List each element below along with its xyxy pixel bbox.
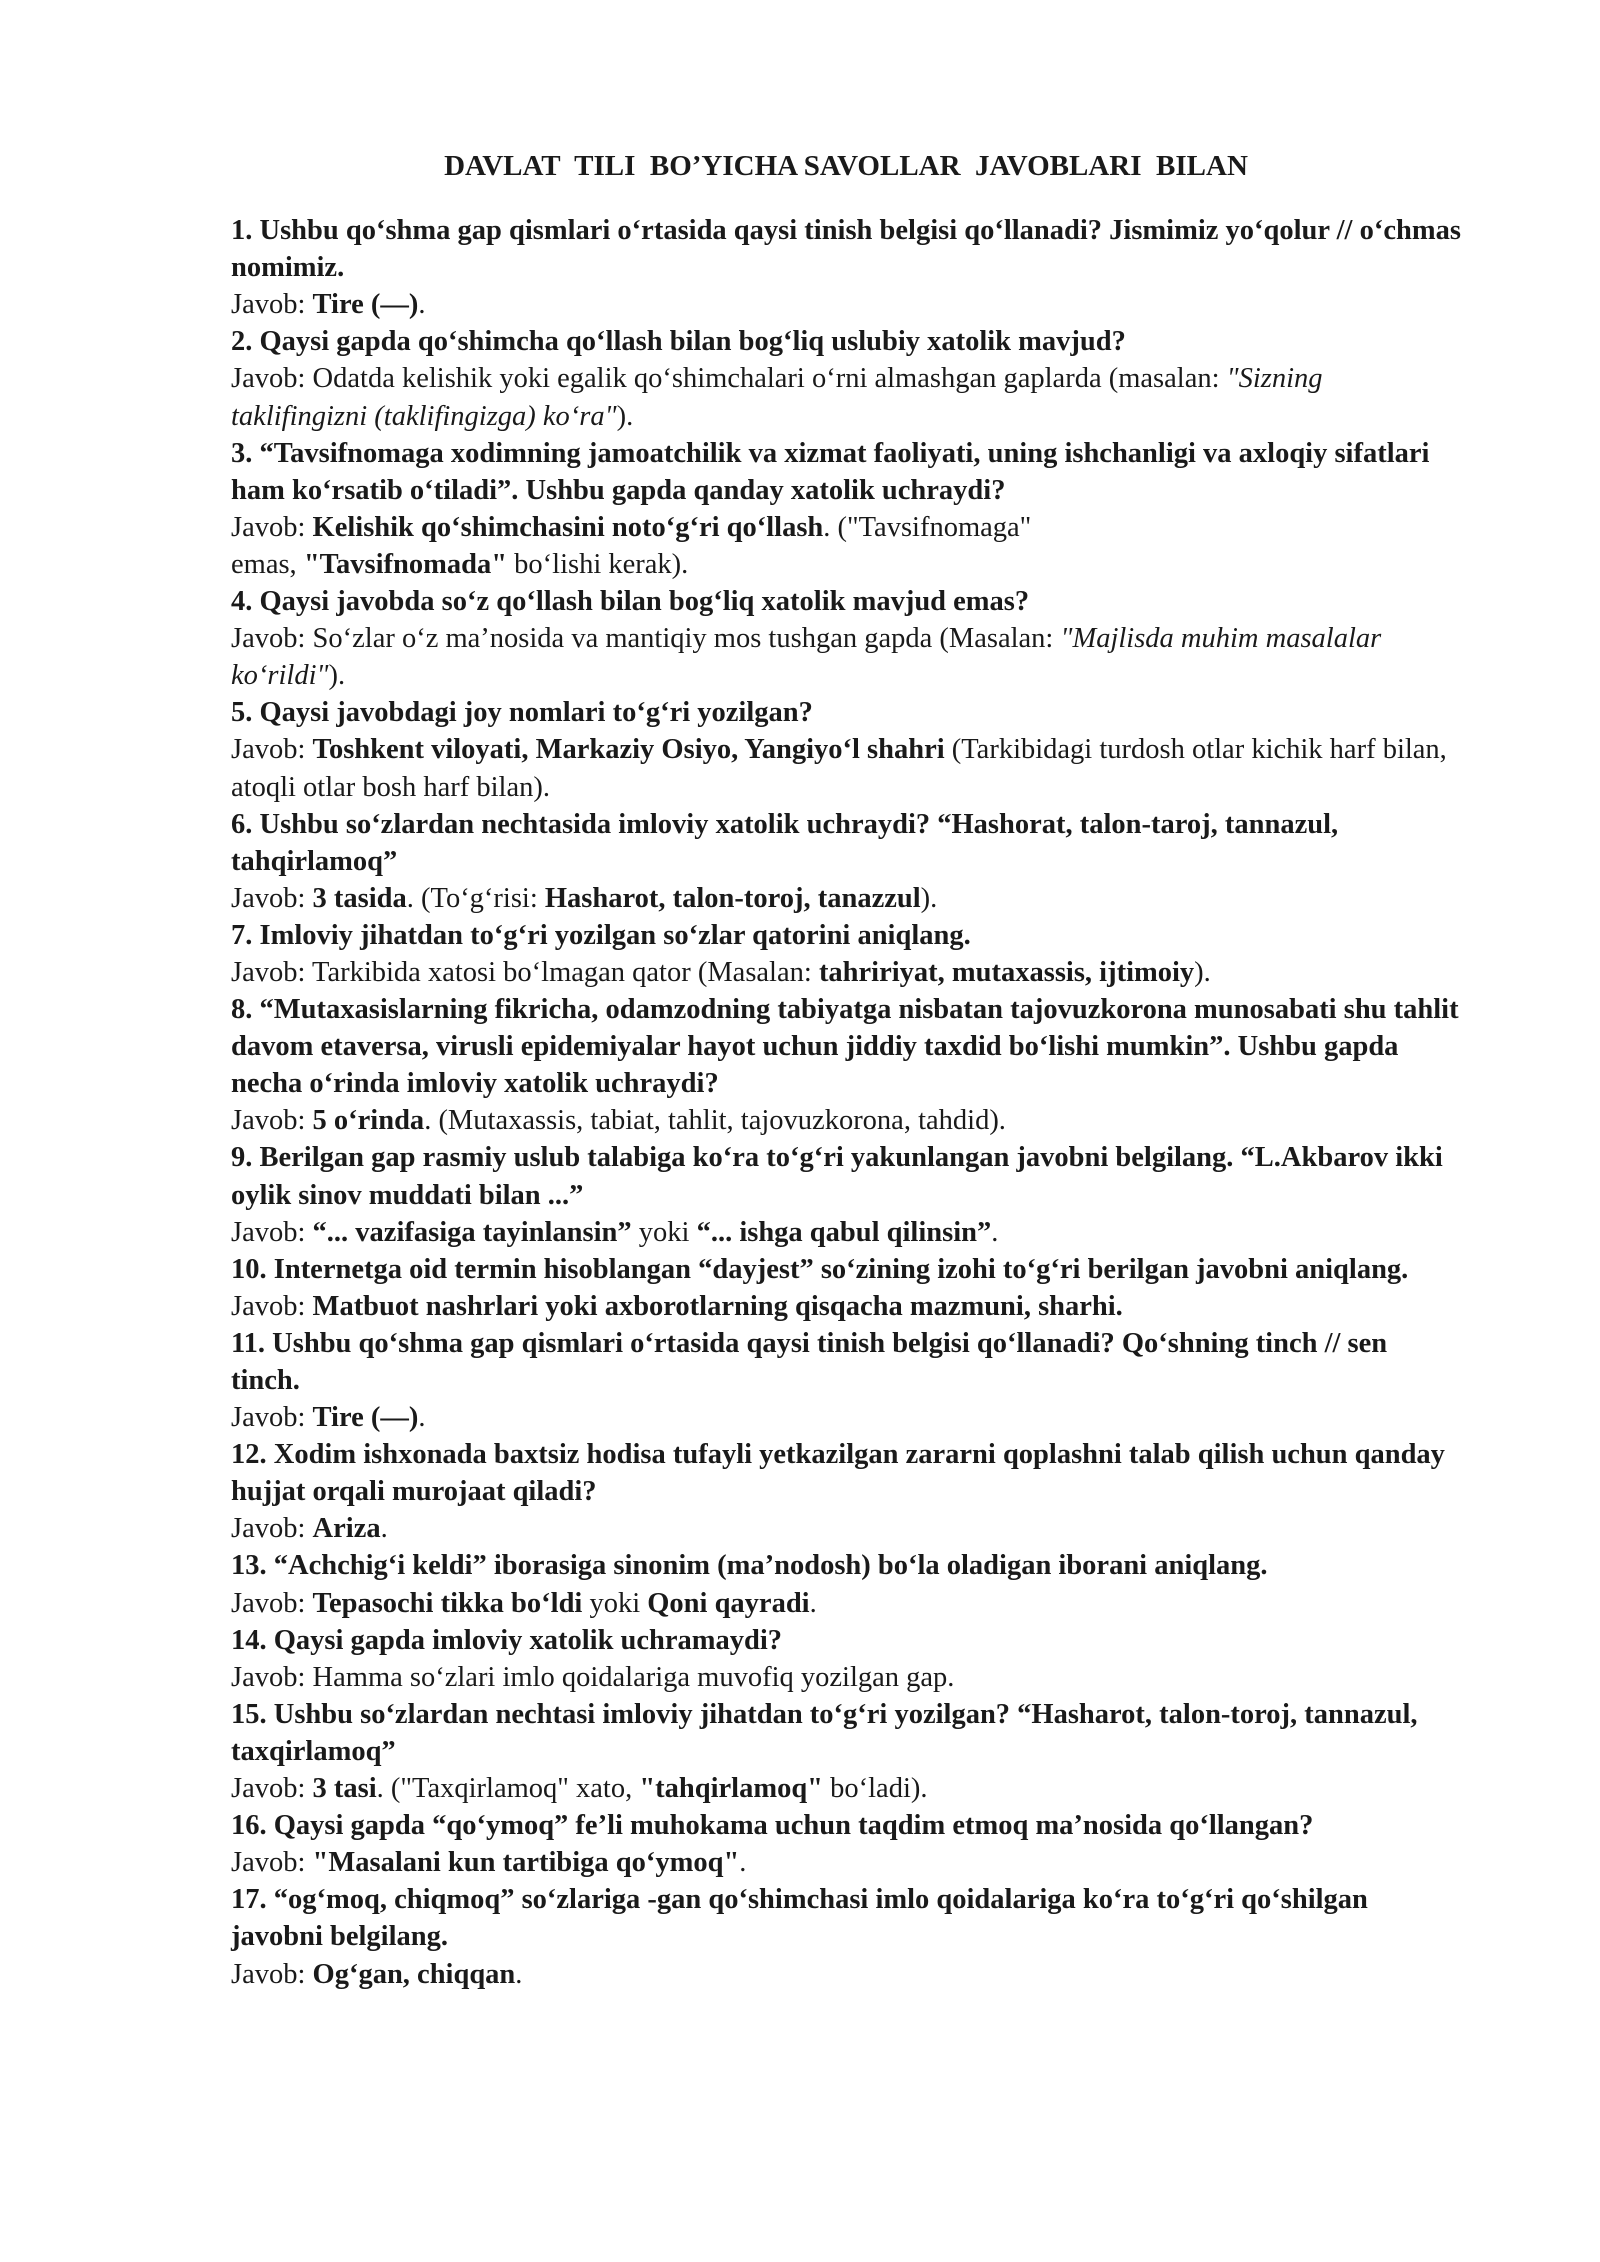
- answer-emphasis: Ariza: [312, 1513, 381, 1545]
- answer-emphasis: Kelishik qo‘shimchasini noto‘g‘ri qo‘llash: [312, 511, 824, 543]
- document-page: [231, 148, 1461, 1993]
- question-text: 15. Ushbu so‘zlardan nechtasi imloviy jihatdan to‘g‘ri yozilgan? “Hasharot, talon-toroj, tannazul, taxqirlamoq”: [231, 1698, 1418, 1767]
- answer-emphasis: 3 tasida: [312, 882, 407, 914]
- answer-emphasis: Matbuot nashrlari yoki axborotlarning qisqacha mazmuni, sharhi.: [312, 1290, 1123, 1322]
- answer-segment: ).: [328, 660, 346, 692]
- answer-text: [231, 1399, 1461, 1436]
- answer-segment: .: [991, 1216, 999, 1248]
- answer-segment: ).: [920, 882, 938, 914]
- answer-segment: emas,: [231, 548, 304, 580]
- question-text: 17. “og‘moq, chiqmoq” so‘zlariga -gan qo‘shimchasi imlo qoidalariga ko‘ra to‘g‘ri qo‘shilgan javobni belgilang.: [231, 1884, 1368, 1953]
- question-text: 11. Ushbu qo‘shma gap qismlari o‘rtasida qaysi tinish belgisi qo‘llanadi? Qo‘shning tinch // sen tinch.: [231, 1327, 1388, 1396]
- answer-segment: .: [809, 1587, 817, 1619]
- answer-text: [231, 1585, 1461, 1622]
- answer-example: "Sizning taklifingizni (taklifingizga) ko‘ra": [231, 363, 1323, 432]
- answer-segment: Odatda kelishik yoki egalik qo‘shimchalari o‘rni almashgan gaplarda (masalan:: [312, 363, 1227, 395]
- answer-prefix: Javob:: [231, 734, 313, 766]
- question-text: 12. Xodim ishxonada baxtsiz hodisa tufayli yetkazilgan zararni qoplashni talab qilish uchun qanday hujjat orqali murojaat qiladi?: [231, 1439, 1445, 1508]
- qa-item: [231, 806, 1461, 917]
- answer-example: "Majlisda muhim masalalar ko‘rildi": [231, 623, 1382, 692]
- answer-text: [231, 1288, 1461, 1325]
- answer-prefix: Javob:: [231, 1587, 313, 1619]
- answer-prefix: Javob:: [231, 623, 313, 655]
- answer-prefix: Javob:: [231, 1513, 313, 1545]
- answer-segment: ).: [1194, 956, 1211, 988]
- answer-segment: .: [418, 289, 426, 321]
- answer-emphasis: "Masalani kun tartibiga qo‘ymoq": [312, 1847, 740, 1879]
- answer-text: [231, 509, 1461, 583]
- answer-emphasis: "tahqirlamoq": [639, 1773, 824, 1805]
- answer-emphasis: Toshkent viloyati, Markaziy Osiyo, Yangiyo‘l shahri: [312, 734, 945, 766]
- answer-emphasis: tahririyat, mutaxassis, ijtimoiy: [818, 956, 1195, 988]
- question-text: 8. “Mutaxasislarning fikricha, odamzodning tabiyatga nisbatan tajovuzkorona munosabati shu tahlit davom etaversa, virusli epidemiyalar hayot uchun jiddiy taxdid bo‘lishi mumkin”. Ushbu gapda necha o‘rinda imloviy xatolik uchraydi?: [231, 994, 1459, 1100]
- qa-item: [231, 1325, 1461, 1436]
- answer-segment: (Tarkibidagi turdosh otlar kichik harf bilan, atoqli otlar bosh harf bilan).: [231, 734, 1447, 803]
- answer-text: [231, 1102, 1461, 1139]
- question-text: 9. Berilgan gap rasmiy uslub talabiga ko‘ra to‘g‘ri yakunlangan javobni belgilang. “L.Akbarov ikki oylik sinov muddati bilan ...”: [231, 1142, 1443, 1211]
- answer-prefix: Javob:: [231, 363, 313, 395]
- answer-segment: bo‘lishi kerak).: [507, 548, 689, 580]
- question-text: 1. Ushbu qo‘shma gap qismlari o‘rtasida qaysi tinish belgisi qo‘llanadi? Jismimiz yo‘qolur // o‘chmas nomimiz.: [231, 215, 1461, 284]
- question-text: 2. Qaysi gapda qo‘shimcha qo‘llash bilan bog‘liq uslubiy xatolik mavjud?: [231, 326, 1126, 358]
- answer-text: [231, 1956, 1461, 1993]
- answer-text: [231, 1844, 1461, 1881]
- question-text: 13. “Achchig‘i keldi” iborasiga sinonim (ma’nodosh) bo‘la oladigan iborani aniqlang.: [231, 1550, 1268, 1582]
- question-text: 16. Qaysi gapda “qo‘ymoq” fe’li muhokama uchun taqdim etmoq ma’nosida qo‘llangan?: [231, 1810, 1314, 1842]
- answer-text: [231, 880, 1461, 917]
- qa-item: [231, 917, 1461, 991]
- answer-prefix: Javob:: [231, 1216, 313, 1248]
- qa-item: [231, 323, 1461, 434]
- answer-emphasis: Qoni qayradi: [647, 1587, 810, 1619]
- answer-segment: . ("Taxqirlamoq" xato,: [376, 1773, 640, 1805]
- answer-text: [231, 286, 1461, 323]
- question-text: 6. Ushbu so‘zlardan nechtasida imloviy xatolik uchraydi? “Hashorat, talon-taroj, tannazul, tahqirlamoq”: [231, 808, 1339, 877]
- answer-segment: bo‘ladi).: [823, 1773, 928, 1805]
- answer-segment: . ("Tavsifnomaga": [823, 511, 1032, 543]
- answer-prefix: Javob:: [231, 289, 313, 321]
- question-text: 4. Qaysi javobda so‘z qo‘llash bilan bog‘liq xatolik mavjud emas?: [231, 586, 1030, 618]
- question-text: 3. “Tavsifnomaga xodimning jamoatchilik va xizmat faoliyati, uning ishchanligi va axloqiy sifatlari ham ko‘rsatib o‘tiladi”. Ushbu gapda qanday xatolik uchraydi?: [231, 437, 1430, 506]
- qa-list: [231, 212, 1461, 1993]
- answer-emphasis: Tepasochi tikka bo‘ldi: [312, 1587, 583, 1619]
- answer-prefix: Javob:: [231, 956, 313, 988]
- answer-segment: .: [418, 1402, 426, 1434]
- answer-prefix: Javob:: [231, 511, 313, 543]
- qa-item: [231, 212, 1461, 323]
- answer-emphasis: “... vazifasiga tayinlansin”: [312, 1216, 632, 1248]
- answer-segment: yoki: [631, 1216, 697, 1248]
- qa-item: [231, 694, 1461, 805]
- document-title: DAVLAT TILI BO’YICHA SAVOLLAR JAVOBLARI BILAN: [444, 150, 1248, 182]
- answer-prefix: Javob:: [231, 882, 313, 914]
- qa-item: [231, 991, 1461, 1139]
- answer-text: [231, 1770, 1461, 1807]
- answer-emphasis: Tire (—): [312, 289, 419, 321]
- answer-prefix: Javob:: [231, 1105, 313, 1137]
- answer-segment: So‘zlar o‘z ma’nosida va mantiqiy mos tushgan gapda (Masalan:: [312, 623, 1061, 655]
- answer-text: [231, 360, 1461, 434]
- question-text: 7. Imloviy jihatdan to‘g‘ri yozilgan so‘zlar qatorini aniqlang.: [231, 919, 971, 951]
- answer-segment: .: [380, 1513, 388, 1545]
- answer-text: [231, 1659, 1461, 1696]
- answer-emphasis: 5 o‘rinda: [312, 1105, 425, 1137]
- answer-text: [231, 731, 1461, 805]
- answer-text: [231, 1214, 1461, 1251]
- answer-emphasis: “... ishga qabul qilinsin”: [696, 1216, 992, 1248]
- answer-segment: . (To‘g‘risi:: [406, 882, 545, 914]
- answer-segment: .: [739, 1847, 747, 1879]
- question-text: 5. Qaysi javobdagi joy nomlari to‘g‘ri yozilgan?: [231, 697, 813, 729]
- answer-segment: ).: [616, 400, 634, 432]
- qa-item: [231, 1547, 1461, 1621]
- answer-prefix: Javob:: [231, 1290, 313, 1322]
- qa-item: [231, 1807, 1461, 1881]
- answer-emphasis: Hasharot, talon-toroj, tanazzul: [544, 882, 921, 914]
- qa-item: [231, 1251, 1461, 1325]
- answer-text: [231, 954, 1461, 991]
- answer-emphasis: Og‘gan, chiqqan: [312, 1958, 516, 1990]
- qa-item: [231, 435, 1461, 583]
- qa-item: [231, 1436, 1461, 1547]
- answer-prefix: Javob:: [231, 1958, 313, 1990]
- answer-segment: yoki: [582, 1587, 648, 1619]
- answer-segment: Hamma so‘zlari imlo qoidalariga muvofiq yozilgan gap.: [312, 1661, 955, 1693]
- answer-text: [231, 620, 1461, 694]
- qa-item: [231, 583, 1461, 694]
- answer-prefix: Javob:: [231, 1402, 313, 1434]
- answer-emphasis: 3 tasi: [312, 1773, 377, 1805]
- qa-item: [231, 1139, 1461, 1250]
- qa-item: [231, 1696, 1461, 1807]
- answer-segment: . (Mutaxassis, tabiat, tahlit, tajovuzkorona, tahdid).: [424, 1105, 1006, 1137]
- answer-segment: .: [515, 1958, 523, 1990]
- answer-prefix: Javob:: [231, 1847, 313, 1879]
- answer-prefix: Javob:: [231, 1661, 313, 1693]
- answer-emphasis: "Tavsifnomada": [303, 548, 508, 580]
- answer-prefix: Javob:: [231, 1773, 313, 1805]
- answer-text: [231, 1510, 1461, 1547]
- answer-emphasis: Tire (—): [312, 1402, 419, 1434]
- question-text: 10. Internetga oid termin hisoblangan “dayjest” so‘zining izohi to‘g‘ri berilgan javobni aniqlang.: [231, 1253, 1409, 1285]
- qa-item: [231, 1881, 1461, 1992]
- answer-segment: Tarkibida xatosi bo‘lmagan qator (Masalan:: [312, 956, 819, 988]
- question-text: 14. Qaysi gapda imloviy xatolik uchramaydi?: [231, 1624, 783, 1656]
- qa-item: [231, 1622, 1461, 1696]
